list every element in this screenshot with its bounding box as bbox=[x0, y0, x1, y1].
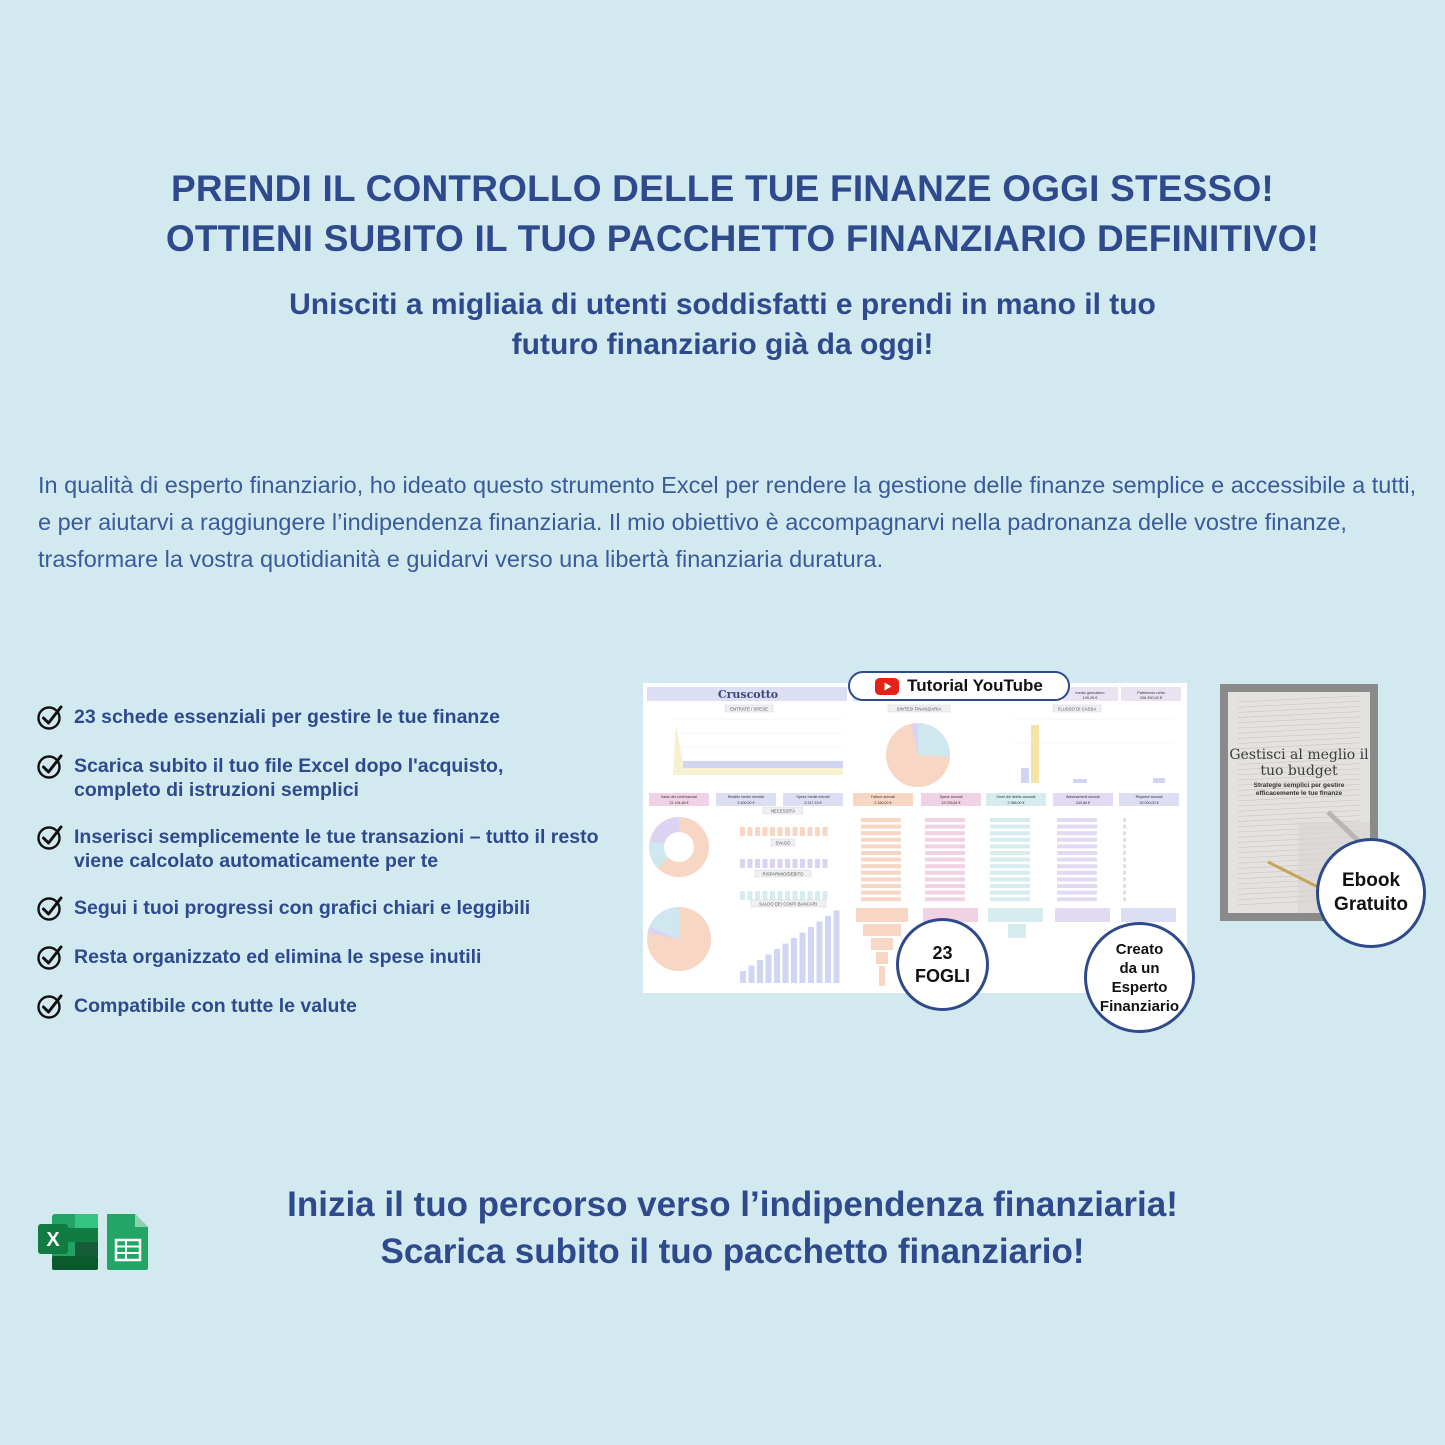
headline-2: OTTIENI SUBITO IL TUO PACCHETTO FINANZIARIO DEFINITIVO! bbox=[165, 218, 1320, 259]
bar bbox=[748, 859, 753, 868]
feature-item bbox=[36, 754, 636, 802]
intro-paragraph: In qualità di esperto finanziario, ho ideato questo strumento Excel per rendere la gestione delle finanze semplice e accessibile a tutti, e per aiutarvi a raggiungere l’indipendenza finanziaria. Il mio obiettivo è accompagnarvi nella padronanza delle vostre finanze, trasformare la vostra quotidianità e guidarvi verso una libertà finanziaria duratura. bbox=[38, 472, 1417, 572]
section-label: RISPARMIO/DEBITO bbox=[762, 871, 804, 877]
bar bbox=[800, 891, 805, 900]
bar bbox=[800, 859, 805, 868]
bar bbox=[785, 827, 790, 836]
sheets-count: 23 bbox=[932, 942, 953, 963]
bar bbox=[823, 891, 828, 900]
kpi-label: Saldo dei conti bancari bbox=[660, 795, 698, 799]
bar bbox=[990, 844, 1030, 848]
bar bbox=[763, 827, 768, 836]
bar bbox=[800, 827, 805, 836]
bar bbox=[823, 827, 828, 836]
kpi-label: Oneri del debito annuale bbox=[996, 795, 1036, 799]
bar bbox=[925, 871, 965, 875]
expert-badge-line: da un bbox=[1119, 959, 1160, 977]
bar bbox=[757, 960, 763, 983]
bar bbox=[990, 818, 1030, 822]
bar bbox=[1123, 831, 1126, 835]
bar bbox=[1123, 884, 1126, 888]
headline-1: PRENDI IL CONTROLLO DELLE TUE FINANZE OGGI STESSO! bbox=[171, 168, 1274, 209]
bar bbox=[783, 944, 789, 984]
kpi-label: Risparmi annuali bbox=[1135, 795, 1163, 799]
bar bbox=[823, 859, 828, 868]
kpi-value: 15 039,64 € bbox=[941, 801, 961, 805]
bar bbox=[861, 838, 901, 842]
check-circle-icon bbox=[36, 752, 64, 780]
bar bbox=[740, 971, 746, 983]
bar bbox=[834, 911, 840, 984]
section-label: FLUSSO DI CASSA bbox=[1057, 706, 1097, 712]
youtube-tutorial-badge[interactable] bbox=[848, 671, 1070, 701]
check-circle-icon bbox=[36, 823, 64, 851]
expert-badge-line: Creato bbox=[1115, 940, 1164, 958]
bar bbox=[808, 891, 813, 900]
section-label: SINTESI FINANZIARIA bbox=[896, 706, 942, 712]
bar bbox=[1123, 851, 1126, 855]
bar bbox=[748, 891, 753, 900]
bar bbox=[1057, 851, 1097, 855]
bar bbox=[749, 966, 755, 984]
bar bbox=[815, 891, 820, 900]
kpi-value: 249,88 € bbox=[1076, 801, 1090, 805]
bar bbox=[770, 827, 775, 836]
bar bbox=[763, 891, 768, 900]
bar bbox=[861, 825, 901, 829]
bar bbox=[766, 955, 772, 984]
bar bbox=[785, 859, 790, 868]
check-circle-icon bbox=[36, 703, 64, 731]
sheets-count-badge bbox=[896, 918, 989, 1011]
bar bbox=[808, 827, 813, 836]
kpi-value: 2 388,00 € bbox=[1007, 801, 1025, 805]
feature-text: Inserisci semplicemente le tue transazioni – tutto il resto viene calcolato automaticamente per te bbox=[74, 826, 599, 872]
kpi-value: 109,26 € bbox=[1082, 696, 1098, 700]
bar bbox=[774, 949, 780, 983]
bar bbox=[861, 877, 901, 881]
subheadline-2: futuro finanziario già da oggi! bbox=[511, 328, 934, 361]
bar bbox=[1057, 871, 1097, 875]
bar bbox=[1057, 858, 1097, 862]
bar bbox=[1123, 877, 1126, 881]
sheets-label: FOGLI bbox=[915, 965, 970, 986]
ebook-badge-line: Gratuito bbox=[1334, 894, 1408, 915]
bar bbox=[1123, 871, 1126, 875]
section-label: ENTRATE / SPESE bbox=[730, 706, 768, 712]
bar bbox=[1057, 884, 1097, 888]
bar bbox=[1123, 858, 1126, 862]
bar bbox=[925, 858, 965, 862]
bar bbox=[925, 844, 965, 848]
bar bbox=[861, 864, 901, 868]
bar bbox=[755, 859, 760, 868]
bar bbox=[740, 859, 745, 868]
bar bbox=[861, 897, 901, 901]
bar bbox=[825, 916, 831, 983]
feature-item bbox=[36, 825, 636, 873]
subheadline-1: Unisciti a migliaia di utenti soddisfatti e prendi in mano il tuo bbox=[289, 288, 1156, 321]
kpi-value: 5 400,00 € bbox=[737, 801, 755, 805]
free-ebook-badge bbox=[1316, 838, 1426, 948]
bar bbox=[925, 877, 965, 881]
bar bbox=[861, 831, 901, 835]
bar bbox=[1057, 818, 1097, 822]
bar bbox=[1123, 844, 1126, 848]
youtube-badge-label: Tutorial YouTube bbox=[907, 676, 1043, 695]
feature-text: 23 schede essenziali per gestire le tue finanze bbox=[74, 706, 500, 728]
bar bbox=[1123, 818, 1126, 822]
bar bbox=[755, 827, 760, 836]
svg-text:X: X bbox=[46, 1229, 60, 1251]
bar bbox=[1057, 864, 1097, 868]
bar bbox=[861, 884, 901, 888]
bar bbox=[990, 871, 1030, 875]
kpi-label: Spese annuali bbox=[939, 795, 963, 799]
section-label: NECESSITÀ bbox=[770, 808, 796, 814]
bar bbox=[925, 897, 965, 901]
expert-badge-line: Finanziario bbox=[1099, 997, 1180, 1015]
bar bbox=[990, 884, 1030, 888]
bar bbox=[925, 884, 965, 888]
bar bbox=[785, 891, 790, 900]
bar bbox=[740, 827, 745, 836]
bar bbox=[990, 891, 1030, 895]
ebook-badge-line: Ebook bbox=[1341, 870, 1401, 891]
bar bbox=[1057, 877, 1097, 881]
feature-text: Resta organizzato ed elimina le spese inutili bbox=[74, 946, 482, 968]
ebook-subtitle: Strategie semplici per gestire efficacemente le tue finanze bbox=[1253, 782, 1345, 797]
bar bbox=[925, 818, 965, 822]
bar bbox=[748, 827, 753, 836]
expert-badge bbox=[1084, 922, 1195, 1033]
feature-item bbox=[36, 945, 636, 971]
check-circle-icon bbox=[36, 943, 64, 971]
bar bbox=[990, 838, 1030, 842]
feature-list bbox=[36, 705, 636, 1043]
kpi-label: Fatture annuali bbox=[871, 795, 895, 799]
bar bbox=[861, 858, 901, 862]
dashboard-title: Cruscotto bbox=[717, 688, 779, 701]
bar bbox=[925, 864, 965, 868]
bar bbox=[770, 891, 775, 900]
bar bbox=[778, 891, 783, 900]
bar bbox=[990, 825, 1030, 829]
bar bbox=[861, 844, 901, 848]
feature-item bbox=[36, 994, 636, 1020]
bar bbox=[817, 922, 823, 984]
kpi-value: 206 450,00 € bbox=[1139, 696, 1163, 700]
section-label: SVAGO bbox=[775, 840, 791, 846]
cta-line-2: Scarica subito il tuo pacchetto finanziario! bbox=[380, 1232, 1085, 1271]
kpi-label: Patrimonio netto bbox=[1137, 691, 1165, 695]
bar bbox=[990, 877, 1030, 881]
bar bbox=[1123, 825, 1126, 829]
bar bbox=[990, 831, 1030, 835]
bar bbox=[1057, 825, 1097, 829]
bar bbox=[1057, 838, 1097, 842]
kpi-value: 5 317,15 € bbox=[804, 801, 822, 805]
bar bbox=[1057, 831, 1097, 835]
bar bbox=[815, 859, 820, 868]
check-circle-icon bbox=[36, 894, 64, 922]
feature-item bbox=[36, 705, 636, 731]
bar bbox=[925, 851, 965, 855]
feature-item bbox=[36, 896, 636, 922]
bar bbox=[793, 891, 798, 900]
bar bbox=[740, 891, 745, 900]
bar bbox=[808, 859, 813, 868]
bar bbox=[1123, 897, 1126, 901]
bar bbox=[990, 858, 1030, 862]
bar bbox=[778, 859, 783, 868]
bar bbox=[925, 831, 965, 835]
kpi-value: 31 194,48 € bbox=[669, 801, 689, 805]
bar bbox=[925, 838, 965, 842]
ebook-title: Gestisci al meglio il tuo budget bbox=[1229, 747, 1369, 779]
section-label: SALDO DEI CONTI BANCARI bbox=[759, 901, 817, 907]
feature-text: Segui i tuoi progressi con grafici chiari e leggibili bbox=[74, 897, 531, 919]
bar bbox=[778, 827, 783, 836]
bar bbox=[925, 891, 965, 895]
bar bbox=[770, 859, 775, 868]
kpi-value: 2 160,00 € bbox=[874, 801, 892, 805]
bar bbox=[793, 859, 798, 868]
bar bbox=[861, 871, 901, 875]
bar bbox=[1123, 864, 1126, 868]
kpi-label: Spese medie mensili bbox=[796, 795, 830, 799]
kpi-label: Reddito medio mensile bbox=[727, 795, 765, 799]
bar bbox=[925, 825, 965, 829]
bar bbox=[815, 827, 820, 836]
bar bbox=[755, 891, 760, 900]
expert-badge-line: Esperto bbox=[1111, 978, 1168, 996]
kpi-label: Abbonamenti annuali bbox=[1066, 795, 1100, 799]
feature-text: Scarica subito il tuo file Excel dopo l'acquisto, completo di istruzioni semplici bbox=[74, 755, 504, 801]
bar bbox=[990, 864, 1030, 868]
check-circle-icon bbox=[36, 992, 64, 1020]
bar bbox=[1123, 891, 1126, 895]
bar bbox=[808, 927, 814, 983]
kpi-value: 20 000,00 € bbox=[1139, 801, 1159, 805]
bar bbox=[763, 859, 768, 868]
feature-text: Compatibile con tutte le valute bbox=[74, 995, 357, 1017]
bar bbox=[1057, 844, 1097, 848]
bar bbox=[861, 818, 901, 822]
bar bbox=[800, 933, 806, 984]
bar bbox=[990, 897, 1030, 901]
youtube-icon bbox=[875, 678, 899, 695]
kpi-label: medio giornaliero bbox=[1075, 691, 1105, 695]
bar bbox=[1057, 891, 1097, 895]
bar bbox=[793, 827, 798, 836]
bar bbox=[1057, 897, 1097, 901]
bar bbox=[861, 891, 901, 895]
bar bbox=[791, 938, 797, 983]
bar bbox=[861, 851, 901, 855]
cta-line-1: Inizia il tuo percorso verso l’indipendenza finanziaria! bbox=[287, 1185, 1178, 1224]
bar bbox=[1123, 838, 1126, 842]
bar bbox=[990, 851, 1030, 855]
